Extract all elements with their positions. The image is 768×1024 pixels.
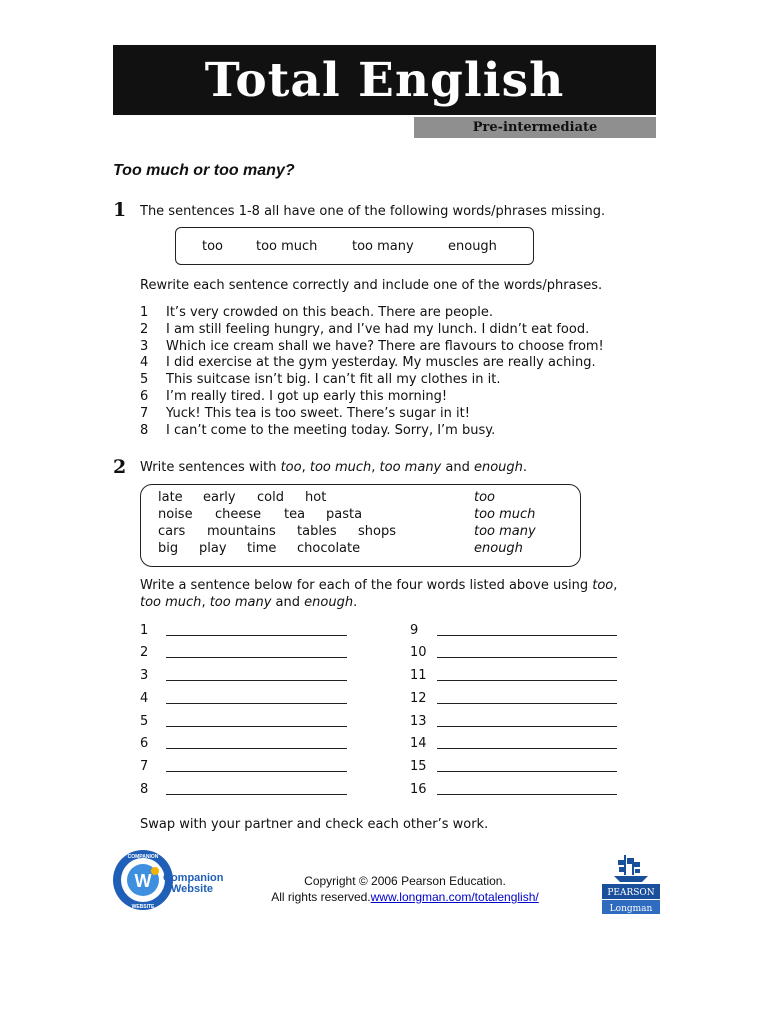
list-item — [140, 339, 604, 356]
worksheet-title: Too much or too many? — [113, 162, 295, 179]
pearson-longman-logo — [602, 852, 660, 914]
answer-number: 6 — [140, 736, 149, 751]
item-number: 3 — [140, 338, 149, 354]
website-label: Website — [171, 883, 213, 895]
instr2-text: Write a sentence below for each of the four words listed above using — [140, 578, 589, 593]
instr-word: enough — [473, 460, 523, 475]
vocab-word: mountains — [207, 524, 276, 539]
answer-number: 1 — [140, 623, 149, 638]
exercise-2-instruction — [140, 460, 527, 475]
item-text: This suitcase isn’t big. I can’t fit all my clothes in it. — [166, 372, 501, 388]
vocab-word: tables — [297, 524, 337, 539]
answer-number: 9 — [410, 623, 419, 638]
exercise-2-number: 2 — [113, 456, 127, 478]
item-number: 2 — [140, 321, 149, 337]
vocab-word: chocolate — [297, 541, 361, 556]
list-item — [140, 389, 604, 406]
badge-dot — [151, 867, 159, 875]
word-too-much: too much — [256, 239, 318, 254]
instr-word: too much — [309, 460, 372, 475]
item-number: 8 — [140, 422, 149, 438]
item-number: 5 — [140, 372, 149, 388]
vocab-word: early — [203, 490, 236, 505]
item-text: I am still feeling hungry, and I’ve had my lunch. I didn’t eat food. — [166, 321, 590, 337]
vocab-key: too many — [474, 524, 536, 539]
answer-number: 13 — [410, 714, 427, 729]
word-too: too — [202, 239, 224, 254]
instr-word: too many — [379, 460, 442, 475]
word-too-many: too many — [352, 239, 414, 254]
exercise-2-instruction-2b — [140, 595, 357, 610]
vocab-word: cheese — [215, 507, 262, 522]
website-link[interactable]: www.longman.com/totalenglish/ — [370, 890, 539, 904]
answer-line[interactable] — [166, 680, 347, 681]
list-item — [140, 372, 604, 389]
item-text: I did exercise at the gym yesterday. My muscles are really aching. — [166, 355, 596, 371]
sentence-list — [140, 305, 604, 439]
list-item — [140, 355, 604, 372]
answer-number: 4 — [140, 691, 149, 706]
answer-line[interactable] — [437, 657, 617, 658]
answer-line[interactable] — [166, 657, 347, 658]
answer-number: 16 — [410, 782, 427, 797]
banner-title: Total English — [113, 45, 656, 115]
vocab-word: tea — [284, 507, 306, 522]
vocab-word: pasta — [326, 507, 363, 522]
ship-icon — [614, 855, 648, 882]
list-item — [140, 423, 604, 440]
exercise-1-instruction-2: Rewrite each sentence correctly and include one of the words/phrases. — [140, 278, 603, 293]
item-text: Yuck! This tea is too sweet. There’s sugar in it! — [166, 405, 470, 421]
answer-line[interactable] — [437, 771, 617, 772]
level-label: Pre-intermediate — [414, 117, 656, 138]
vocab-key: too much — [474, 507, 536, 522]
vocab-key: too — [474, 490, 496, 505]
list-item — [140, 406, 604, 423]
instr2-sep: , — [613, 578, 618, 593]
companion-website-badge[interactable] — [111, 838, 231, 918]
exercise-2-instruction-2a — [140, 578, 617, 593]
answer-number: 11 — [410, 668, 427, 683]
instr-sep: , — [371, 460, 380, 475]
item-text: I can’t come to the meeting today. Sorry, I’m busy. — [166, 422, 496, 438]
vocab-word: big — [158, 541, 179, 556]
badge-ring-text-top: COMPANION — [127, 854, 159, 860]
word-enough: enough — [448, 239, 497, 254]
item-text: It’s very crowded on this beach. There are people. — [166, 305, 494, 320]
instr-end: . — [522, 460, 528, 475]
answer-number: 3 — [140, 668, 149, 683]
item-number: 6 — [140, 388, 149, 404]
vocab-word: hot — [305, 490, 327, 505]
vocab-word: shops — [358, 524, 396, 539]
item-number: 4 — [140, 355, 149, 371]
vocab-word: play — [199, 541, 227, 556]
answer-line[interactable] — [166, 703, 347, 704]
answer-number: 5 — [140, 714, 149, 729]
instr-and: and — [441, 460, 474, 475]
answer-number: 10 — [410, 645, 427, 660]
exercise-1-instruction: The sentences 1-8 all have one of the following words/phrases missing. — [140, 204, 606, 219]
instr-sep: , — [301, 460, 310, 475]
instr2-word: too many — [209, 595, 272, 610]
answer-line[interactable] — [437, 748, 617, 749]
item-number: 1 — [140, 305, 149, 320]
instr2-and: and — [271, 595, 305, 610]
answer-line[interactable] — [166, 635, 347, 636]
answer-line[interactable] — [166, 771, 347, 772]
rights-text: All rights reserved. — [271, 890, 371, 904]
vocab-word: time — [247, 541, 277, 556]
vocab-word: noise — [158, 507, 193, 522]
answer-number: 14 — [410, 736, 427, 751]
answer-line[interactable] — [437, 726, 617, 727]
exercise-1-number: 1 — [113, 199, 127, 221]
badge-letter: W — [134, 871, 152, 891]
instr2-word: enough — [304, 595, 354, 610]
instr2-end: . — [353, 595, 358, 610]
copyright-text: Copyright © 2006 Pearson Education. — [304, 874, 506, 888]
vocab-word: late — [158, 490, 183, 505]
instr2-word: too much — [140, 595, 202, 610]
vocab-word: cold — [257, 490, 284, 505]
instr2-sep: , — [201, 595, 210, 610]
instr-word: too — [280, 460, 302, 475]
instr2-word: too — [592, 578, 614, 593]
pearson-label: PEARSON — [607, 888, 655, 898]
answer-line[interactable] — [437, 680, 617, 681]
list-item — [140, 305, 604, 322]
answer-number: 12 — [410, 691, 427, 706]
companion-label: Companion — [163, 872, 224, 884]
answer-line[interactable] — [437, 703, 617, 704]
answer-number: 8 — [140, 782, 149, 797]
vocab-key: enough — [474, 541, 523, 556]
answer-number: 2 — [140, 645, 149, 660]
answer-number: 7 — [140, 759, 149, 774]
vocab-word: cars — [158, 524, 186, 539]
answer-line[interactable] — [437, 635, 617, 636]
list-item — [140, 322, 604, 339]
instr-text: Write sentences with — [140, 460, 281, 475]
badge-ring-text-bottom: WEBSITE — [131, 904, 155, 910]
vocabulary-box — [140, 484, 581, 567]
word-box — [175, 227, 534, 265]
answer-line[interactable] — [437, 794, 617, 795]
item-number: 7 — [140, 405, 149, 421]
answer-line[interactable] — [166, 748, 347, 749]
rights-line — [240, 890, 570, 904]
answer-number: 15 — [410, 759, 427, 774]
item-text: Which ice cream shall we have? There are flavours to choose from! — [166, 338, 604, 354]
answer-line[interactable] — [166, 794, 347, 795]
answer-line[interactable] — [166, 726, 347, 727]
closing-instruction: Swap with your partner and check each other’s work. — [140, 817, 489, 832]
item-text: I’m really tired. I got up early this morning! — [166, 388, 448, 404]
longman-label: Longman — [609, 904, 653, 914]
